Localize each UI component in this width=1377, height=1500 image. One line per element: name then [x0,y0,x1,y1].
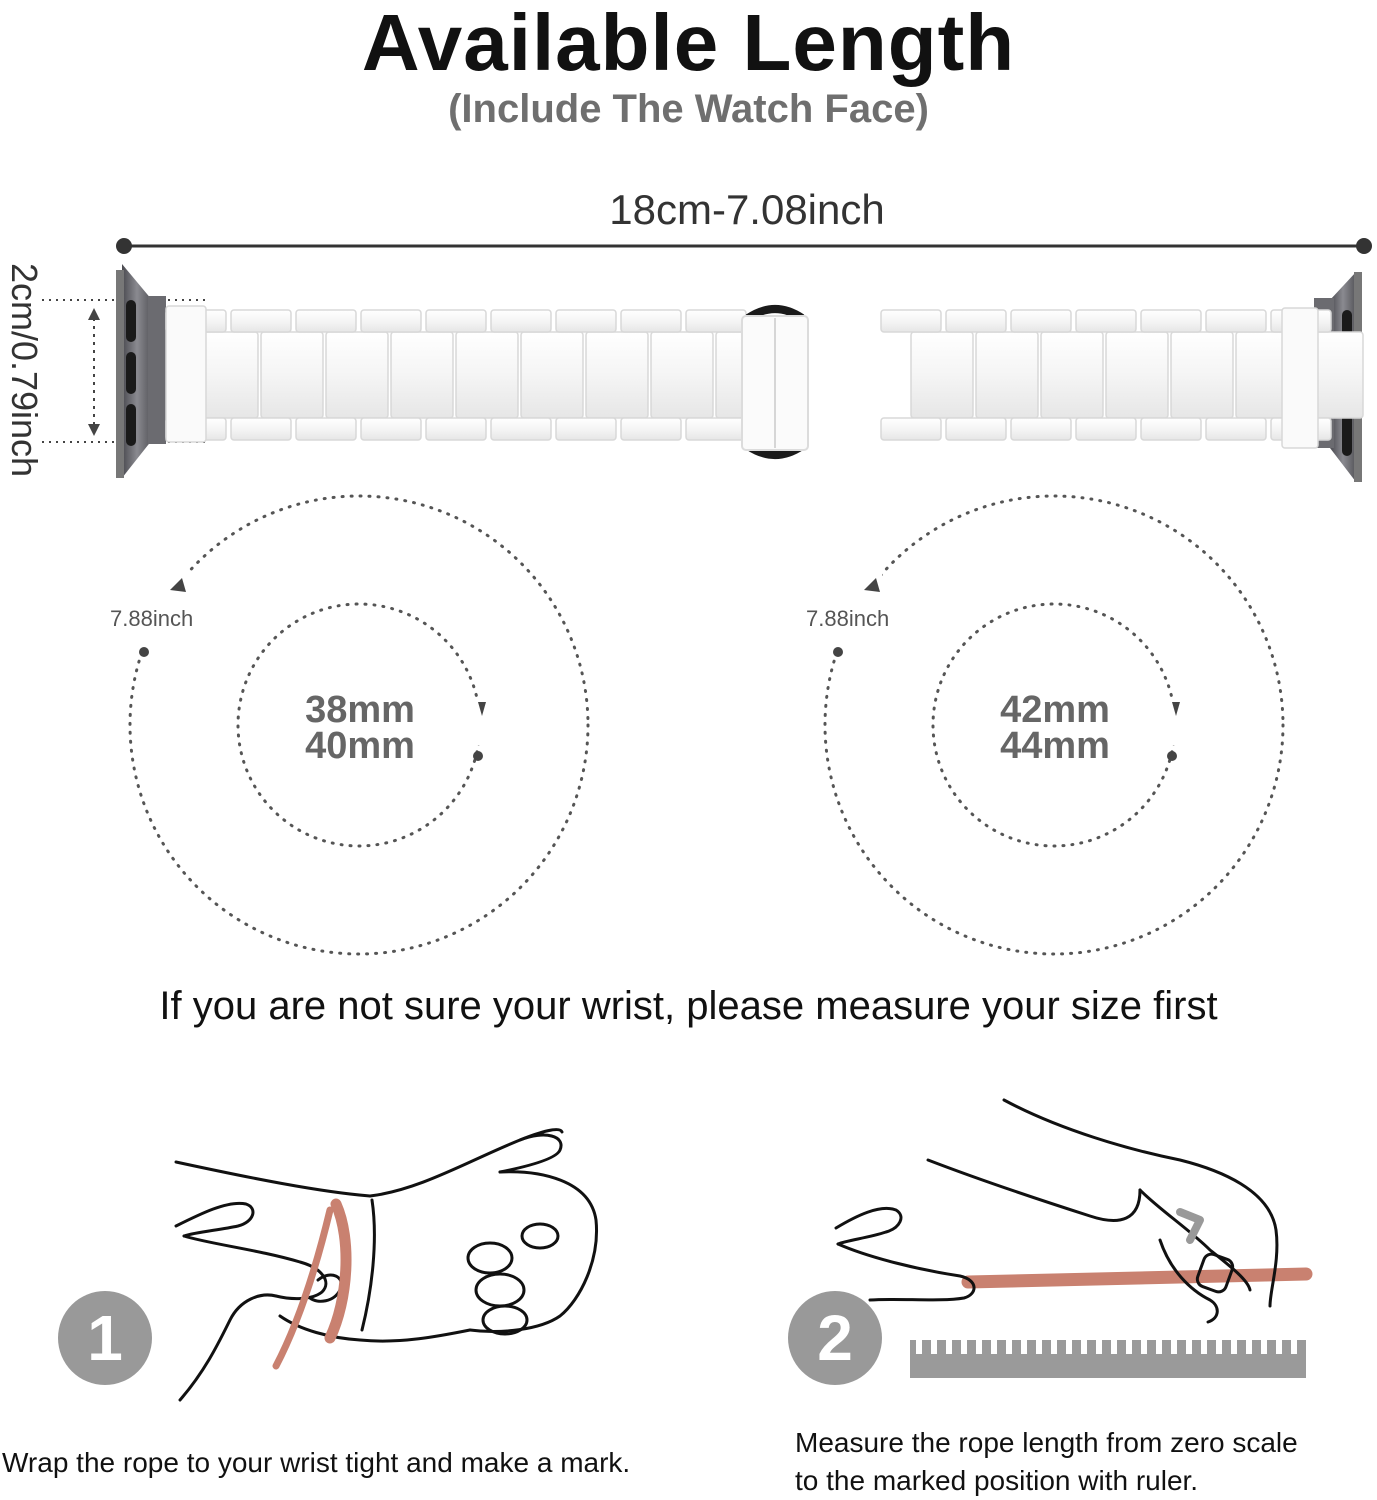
ruler-tick [1081,1330,1087,1354]
band-link-top [881,310,941,332]
band-link-bottom [231,418,291,440]
ruler-tick [1186,1330,1192,1354]
ruler-tick [1051,1330,1057,1354]
band-link-bottom [881,418,941,440]
band-end-left [166,306,206,442]
band-link-top [621,310,681,332]
band-link-center [326,332,388,418]
band-link-bottom [296,418,356,440]
band-link-center [261,332,323,418]
ruler-tick [1171,1330,1177,1354]
ruler-tick [946,1330,952,1354]
band-end-right [1282,308,1318,448]
size-label-38mm: 38mm [305,689,415,731]
band-link-bottom [686,418,746,440]
ruler-tick [1006,1330,1012,1354]
band-link-top [426,310,486,332]
page-title: Available Length [361,0,1016,87]
outer-length-label-small: 7.88inch [110,606,194,631]
band-link-top [1076,310,1136,332]
outer-length-label-large: 7.88inch [806,606,890,631]
size-label-42mm: 42mm [1000,689,1110,731]
ruler-tick [961,1330,967,1354]
band-link-top [491,310,551,332]
left-connector [116,264,166,478]
band-link-top [946,310,1006,332]
band-width-label: 2cm/0.79inch [4,262,45,478]
step-2-caption-line-1: Measure the rope length from zero scale [795,1427,1298,1458]
band-clasp [742,309,808,455]
band-link-center [1106,332,1168,418]
step-1-caption-line: Wrap the rope to your wrist tight and make a mark. [2,1447,631,1478]
step-1-caption [2,1444,702,1482]
band-link-center [651,332,713,418]
ruler-tick [916,1330,922,1354]
measuring-hands-illustration [836,1100,1277,1322]
band-length-label: 18cm-7.08inch [609,186,885,233]
band-link-top [231,310,291,332]
band-link-center [586,332,648,418]
band-link-top [1206,310,1266,332]
band-link-top [1141,310,1201,332]
band-link-center [521,332,583,418]
band-link-center [976,332,1038,418]
ruler-tick [1261,1330,1267,1354]
wrist-wrap-illustration [176,1130,597,1400]
band-link-top [361,310,421,332]
band-link-bottom [556,418,616,440]
band-link-bottom [426,418,486,440]
ruler-tick [1216,1330,1222,1354]
ruler-tick [1036,1330,1042,1354]
ruler-tick [1021,1330,1027,1354]
ruler-tick [1066,1330,1072,1354]
ruler-tick [1111,1330,1117,1354]
ruler-tick [976,1330,982,1354]
band-link-center [911,332,973,418]
band-link-bottom [361,418,421,440]
measure-instruction: If you are not sure your wrist, please measure your size first [159,984,1218,1028]
band-link-bottom [1076,418,1136,440]
band-link-center [1041,332,1103,418]
band-link-bottom [1206,418,1266,440]
step-2-badge: 2 [788,1291,882,1385]
band-link-bottom [621,418,681,440]
ruler-tick [1201,1330,1207,1354]
ruler-tick [1126,1330,1132,1354]
ruler-tick [1291,1330,1297,1354]
band-link-top [556,310,616,332]
band-link-top [686,310,746,332]
ruler-tick [1231,1330,1237,1354]
ruler-illustration [910,1330,1306,1378]
rope-on-ruler [968,1274,1306,1282]
band-link-bottom [491,418,551,440]
page-subtitle: (Include The Watch Face) [448,87,929,131]
band-link-bottom [1141,418,1201,440]
ruler-tick [1156,1330,1162,1354]
ruler-tick [931,1330,937,1354]
ruler-tick [1276,1330,1282,1354]
length-measure-line [116,238,1372,254]
ruler-tick [1141,1330,1147,1354]
band-link-bottom [1011,418,1071,440]
band-link-center [456,332,518,418]
step-2-caption [795,1424,1375,1500]
step-2-caption-line-2: to the marked position with ruler. [795,1465,1199,1496]
band-link-top [296,310,356,332]
step-1-badge: 1 [58,1291,152,1385]
band-link-top [1011,310,1071,332]
band-link-bottom [946,418,1006,440]
size-label-44mm: 44mm [1000,725,1110,767]
band-link-center [1171,332,1233,418]
band-link-center [391,332,453,418]
ruler-tick [991,1330,997,1354]
ruler-tick [1096,1330,1102,1354]
ruler-tick [1246,1330,1252,1354]
rope-on-wrist [276,1204,346,1366]
size-label-40mm: 40mm [305,725,415,767]
